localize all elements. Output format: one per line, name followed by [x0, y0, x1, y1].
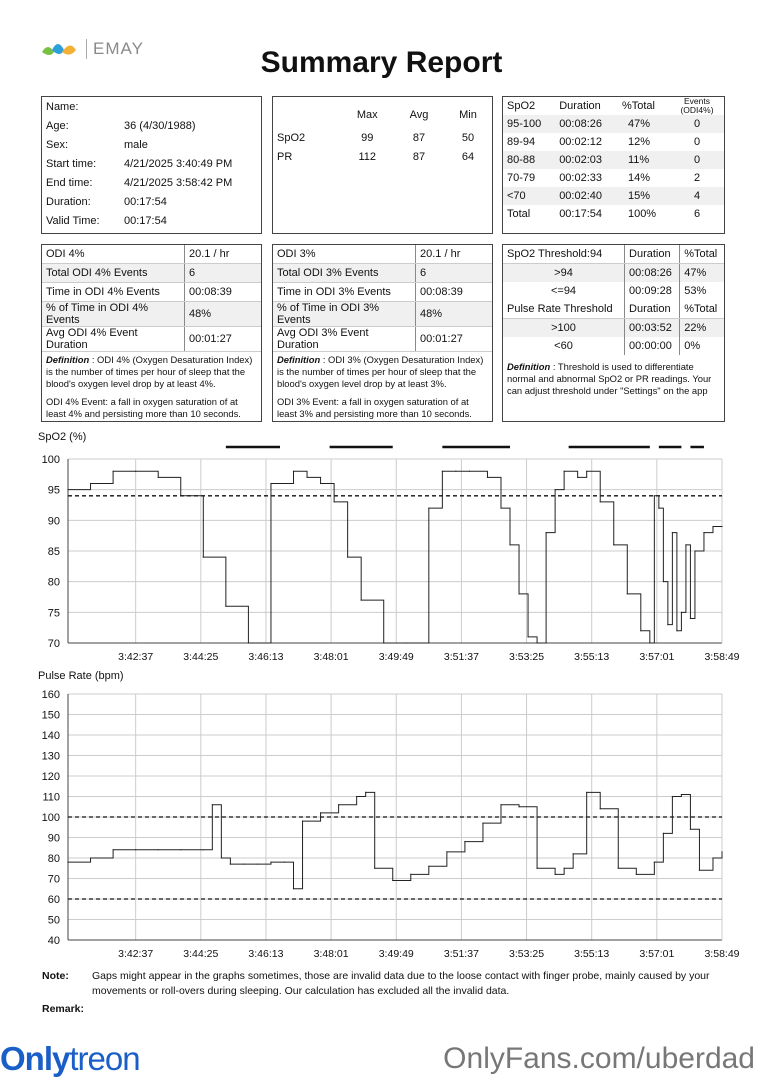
table-row [503, 133, 724, 151]
data-point [564, 471, 565, 472]
range-cell: 00:02:40 [559, 190, 603, 202]
data-point [248, 642, 249, 643]
x-tick-label: 3:44:25 [183, 651, 219, 663]
y-tick-label: 100 [41, 812, 60, 824]
range-cell: 2 [693, 172, 701, 184]
odi-value: 20.1 / hr [185, 245, 262, 264]
table-row [42, 211, 261, 230]
watermark-left: Onlytreon [0, 1040, 140, 1077]
data-point [320, 483, 321, 484]
threshold-cell: 00:08:26 [625, 264, 680, 283]
range-cell: 0 [693, 136, 701, 148]
data-point [334, 501, 335, 502]
range-cell: 14% [627, 172, 650, 184]
y-tick-label: 50 [47, 914, 60, 927]
data-point [446, 851, 447, 852]
threshold-cell: 22% [680, 319, 724, 338]
data-point [230, 864, 231, 865]
data-point [203, 849, 204, 850]
stats-table [273, 105, 492, 166]
table-row [503, 115, 724, 133]
range-cell: 80-88 [507, 154, 536, 166]
info-value: 4/21/2025 3:40:49 PM [124, 157, 233, 170]
range-cell: 0 [693, 118, 701, 130]
column-header: Max [356, 108, 378, 121]
x-tick-label: 3:57:01 [639, 948, 675, 960]
x-tick-label: 3:49:49 [378, 948, 414, 960]
data-point [469, 471, 470, 472]
table-row [503, 151, 724, 169]
data-point [676, 630, 677, 631]
data-point [564, 868, 565, 869]
range-cell: 95-100 [507, 118, 542, 130]
x-tick-label: 3:42:37 [118, 948, 154, 960]
patient-info-table [42, 97, 261, 230]
data-point [586, 471, 587, 472]
x-tick-label: 3:46:13 [248, 948, 284, 960]
data-point [663, 833, 664, 834]
data-point [410, 874, 411, 875]
data-point [338, 804, 339, 805]
threshold-cell: 00:09:28 [625, 282, 680, 300]
note-section [42, 969, 732, 1017]
range-cell: 47% [627, 118, 650, 130]
data-point [180, 849, 181, 850]
x-tick-label: 3:58:49 [704, 651, 740, 663]
odi-label: ODI 3% [273, 245, 416, 264]
column-header: Min [459, 108, 477, 121]
table-header-row [503, 97, 724, 115]
data-point [618, 868, 619, 869]
data-point [500, 507, 501, 508]
series-line [68, 792, 722, 888]
data-point [203, 557, 204, 558]
data-point [365, 792, 366, 793]
odi-value: 00:08:39 [416, 283, 493, 302]
data-point [356, 796, 357, 797]
range-cell: 00:02:33 [559, 172, 603, 184]
data-point [636, 874, 637, 875]
range-cell: 00:02:03 [559, 154, 603, 166]
pulse-rate-chart [0, 684, 763, 964]
info-label: Age: [46, 119, 69, 132]
odi-label: Time in ODI 4% Events [42, 283, 185, 302]
range-cell: 4 [693, 190, 701, 202]
data-point [672, 532, 673, 533]
table-row [273, 147, 492, 166]
x-tick-label: 3:55:13 [574, 651, 610, 663]
odi3-box [272, 244, 493, 422]
info-value: 36 (4/30/1988) [124, 119, 196, 132]
y-tick-label: 160 [41, 689, 60, 701]
data-point [158, 849, 159, 850]
data-point [113, 471, 114, 472]
x-tick-label: 3:58:49 [704, 948, 740, 960]
odi-label: Avg ODI 3% Event Duration [273, 327, 416, 352]
data-point [627, 593, 628, 594]
y-tick-label: 60 [47, 894, 60, 906]
table-row [42, 97, 261, 116]
data-point [361, 599, 362, 600]
table-row [42, 245, 261, 264]
data-point [383, 642, 384, 643]
table-row [503, 169, 724, 187]
odi4-definition: Definition : ODI 4% (Oxygen Desaturation Index) is the number of times per hour of sleep that the blood's oxygen level drop by at least 4%. [46, 354, 253, 389]
threshold-box [502, 244, 725, 422]
data-point [663, 581, 664, 582]
remark-label: Remark: [42, 1003, 85, 1015]
data-point [658, 507, 659, 508]
x-tick-label: 3:48:01 [313, 651, 349, 663]
range-cell: 70-79 [507, 172, 536, 184]
data-point [302, 821, 303, 822]
odi-value: 20.1 / hr [416, 245, 493, 264]
info-label: Duration: [46, 195, 91, 208]
x-tick-label: 3:53:25 [509, 651, 545, 663]
info-label: Name: [46, 100, 79, 113]
odi-value: 00:08:39 [185, 283, 262, 302]
x-tick-label: 3:44:25 [183, 948, 219, 960]
y-tick-label: 150 [41, 709, 60, 722]
range-cell: 12% [627, 136, 650, 148]
data-point [600, 808, 601, 809]
stat-cell: 64 [461, 150, 475, 163]
data-point [649, 642, 650, 643]
odi-label: Total ODI 3% Events [273, 264, 416, 283]
data-point [90, 857, 91, 858]
threshold-cell: 00:00:00 [625, 337, 680, 355]
y-tick-label: 140 [41, 730, 60, 742]
data-point [555, 874, 556, 875]
table-row [42, 327, 261, 352]
data-point [135, 471, 136, 472]
data-point [212, 804, 213, 805]
data-point [672, 796, 673, 797]
odi-label: ODI 4% [42, 245, 185, 264]
column-header: %Total [621, 100, 655, 112]
odi-value: 00:01:27 [185, 327, 262, 352]
stat-cell: 99 [361, 131, 374, 144]
data-point [573, 853, 574, 854]
y-tick-label: 80 [47, 576, 60, 589]
odi4-table [42, 245, 261, 352]
range-cell: 11% [627, 154, 650, 166]
table-header-row [503, 300, 724, 319]
y-tick-label: 120 [41, 771, 60, 783]
x-tick-label: 3:49:49 [378, 651, 414, 663]
stat-cell: SpO2 [277, 131, 306, 144]
stat-cell: 87 [412, 131, 426, 144]
info-label: End time: [46, 176, 93, 189]
table-header-row [503, 245, 724, 264]
range-cell: 0 [693, 154, 701, 166]
data-point [293, 471, 294, 472]
range-cell: 00:08:26 [559, 118, 603, 130]
odi-value: 6 [185, 264, 262, 283]
data-point [406, 642, 407, 643]
column-header [273, 105, 340, 124]
table-row [42, 264, 261, 283]
column-header: Duration [625, 245, 680, 264]
data-point [464, 841, 465, 842]
table-row [273, 128, 492, 147]
stat-cell: PR [277, 150, 293, 163]
range-cell: 89-94 [507, 136, 536, 148]
data-point [536, 868, 537, 869]
data-point [640, 630, 641, 631]
data-point [270, 862, 271, 863]
range-cell: <70 [507, 190, 526, 202]
stats-box [272, 96, 493, 234]
table-row [503, 282, 724, 300]
column-header: %Total [680, 300, 724, 319]
y-tick-label: 85 [47, 546, 60, 558]
pulse-chart-title: Pulse Rate (bpm) [38, 670, 124, 682]
info-label: Sex: [46, 138, 69, 151]
range-cell: 15% [627, 190, 650, 202]
data-point [667, 624, 668, 625]
data-point [374, 868, 375, 869]
odi-value: 00:01:27 [416, 327, 493, 352]
y-tick-label: 75 [47, 607, 60, 620]
series-line [68, 471, 722, 643]
note-label: Note: [42, 970, 69, 982]
table-header-row [273, 105, 492, 124]
data-point [428, 866, 429, 867]
y-tick-label: 110 [42, 791, 60, 804]
range-cell: 00:17:54 [559, 208, 603, 220]
data-point [613, 544, 614, 545]
table-row [273, 245, 492, 264]
threshold-cell: >94 [503, 264, 625, 283]
y-tick-label: 70 [47, 873, 60, 886]
data-point [555, 489, 556, 490]
data-point [113, 849, 114, 850]
info-value: 00:17:54 [124, 214, 167, 227]
odi-label: Total ODI 4% Events [42, 264, 185, 283]
y-tick-label: 130 [41, 750, 60, 763]
range-cell: 00:02:12 [559, 136, 603, 148]
column-header: SpO2 [507, 100, 536, 112]
info-value: 4/21/2025 3:58:42 PM [124, 176, 233, 189]
data-point [600, 501, 601, 502]
data-point [518, 806, 519, 807]
odi-value: 6 [416, 264, 493, 283]
table-row [503, 187, 724, 205]
range-cell: 6 [693, 208, 701, 220]
table-row [42, 283, 261, 302]
y-tick-label: 40 [47, 935, 60, 947]
table-row [503, 319, 724, 338]
table-row [42, 116, 261, 135]
y-tick-label: 80 [47, 853, 60, 865]
data-point [67, 862, 68, 863]
stat-cell: 50 [461, 131, 475, 144]
data-point [135, 849, 136, 850]
info-value: male [124, 138, 148, 151]
data-point [509, 544, 510, 545]
range-cell: 100% [627, 208, 657, 220]
data-point [257, 864, 258, 865]
table-row [42, 135, 261, 154]
data-point [392, 880, 393, 881]
column-header: SpO2 Threshold:94 [503, 245, 625, 264]
table-row [503, 205, 724, 223]
spo2-chart [0, 440, 763, 670]
odi-value: 48% [416, 302, 493, 327]
watermark-right: OnlyFans.com/uberdad [443, 1042, 755, 1075]
data-point [518, 593, 519, 594]
x-tick-label: 3:55:13 [574, 948, 610, 960]
column-header: Events (ODI4%) [680, 96, 714, 115]
stat-cell: 87 [412, 150, 426, 163]
threshold-definition: Definition : Threshold is used to differentiate normal and abnormal SpO2 or PR readings. Your can adjust threshold under "Settings" on the app [507, 361, 712, 396]
data-point [527, 636, 528, 637]
data-point [455, 471, 456, 472]
info-label: Start time: [46, 157, 97, 170]
data-point [243, 864, 244, 865]
x-tick-label: 3:51:37 [443, 948, 479, 960]
table-row [503, 337, 724, 355]
brand-name: EMAY [86, 39, 144, 59]
data-point [180, 495, 181, 496]
threshold-cell: 00:03:52 [625, 319, 680, 338]
data-point [320, 812, 321, 813]
data-point [577, 477, 578, 478]
data-point [270, 483, 271, 484]
odi3-table [273, 245, 492, 352]
odi3-event-definition: ODI 3% Event: a fall in oxygen saturation of at least 3% and persisting more than 10 seconds. [277, 396, 472, 419]
table-row [273, 327, 492, 352]
column-header: Pulse Rate Threshold [503, 300, 625, 319]
odi3-definition: Definition : ODI 3% (Oxygen Desaturation Index) is the number of times per hour of sleep that the blood's oxygen level drop by at least 3%. [277, 354, 484, 389]
info-value [120, 97, 261, 116]
x-tick-label: 3:48:01 [313, 948, 349, 960]
threshold-cell: >100 [503, 319, 625, 338]
data-point [225, 606, 226, 607]
data-point [482, 823, 483, 824]
x-tick-label: 3:57:01 [639, 651, 675, 663]
data-point [293, 888, 294, 889]
y-tick-label: 90 [47, 515, 60, 528]
x-tick-label: 3:51:37 [443, 651, 479, 663]
data-point [347, 557, 348, 558]
data-point [536, 642, 537, 643]
y-tick-label: 100 [41, 454, 60, 466]
threshold-cell: 0% [680, 337, 724, 355]
odi-value: 48% [185, 302, 262, 327]
column-header: Avg [409, 108, 429, 121]
data-point [428, 507, 429, 508]
page-title: Summary Report [260, 46, 503, 79]
odi-label: % of Time in ODI 4% Events [42, 302, 185, 327]
info-label: Valid Time: [46, 214, 100, 227]
threshold-cell: 53% [680, 282, 724, 300]
threshold-table [503, 245, 724, 355]
patient-info-box [41, 96, 262, 234]
y-tick-label: 95 [47, 484, 60, 497]
data-point [284, 862, 285, 863]
table-row [42, 192, 261, 211]
data-point [586, 792, 587, 793]
data-point [654, 862, 655, 863]
info-value: 00:17:54 [124, 195, 167, 208]
spo2-range-box [502, 96, 725, 234]
data-point [690, 829, 691, 830]
data-point [712, 526, 713, 527]
data-point [681, 794, 682, 795]
data-point [712, 857, 713, 858]
x-tick-label: 3:46:13 [248, 651, 284, 663]
data-point [685, 544, 686, 545]
y-tick-label: 70 [47, 638, 60, 650]
data-point [67, 489, 68, 490]
column-header: Duration [559, 100, 601, 112]
data-point [694, 550, 695, 551]
data-point [721, 526, 722, 527]
table-row [503, 264, 724, 283]
odi-label: Avg ODI 4% Event Duration [42, 327, 185, 352]
data-point [681, 612, 682, 613]
data-point [654, 495, 655, 496]
data-point [306, 477, 307, 478]
threshold-cell: <=94 [550, 285, 577, 297]
data-point [221, 857, 222, 858]
data-point [545, 532, 546, 533]
table-row [42, 154, 261, 173]
x-tick-label: 3:53:25 [509, 948, 545, 960]
data-point [442, 471, 443, 472]
data-point [500, 804, 501, 805]
range-cell: Total [507, 208, 531, 220]
table-row [273, 302, 492, 327]
data-point [721, 851, 722, 852]
odi4-event-definition: ODI 4% Event: a fall in oxygen saturation of at least 4% and persisting more than 10 seconds. [46, 396, 241, 419]
column-header: %Total [680, 245, 724, 264]
data-point [703, 532, 704, 533]
threshold-cell: 47% [680, 264, 724, 283]
spo2-range-table [503, 97, 724, 223]
threshold-cell: <60 [554, 340, 573, 352]
table-row [273, 264, 492, 283]
table-row [42, 173, 261, 192]
odi4-box [41, 244, 262, 422]
data-point [90, 483, 91, 484]
odi-label: Time in ODI 3% Events [273, 283, 416, 302]
table-row [42, 302, 261, 327]
data-point [690, 618, 691, 619]
x-tick-label: 3:42:37 [118, 651, 154, 663]
y-tick-label: 90 [47, 832, 60, 845]
note-text: Gaps might appear in the graphs sometimes, those are invalid data due to the loose contact with finger probe, mainly caused by your movements or roll-overs during sleeping. Our calculation has excluded all the invalid data. [92, 970, 710, 997]
stat-cell: 112 [358, 150, 376, 163]
odi-label: % of Time in ODI 3% Events [273, 302, 416, 327]
table-row [273, 283, 492, 302]
data-point [158, 477, 159, 478]
data-point [487, 477, 488, 478]
data-point [699, 870, 700, 871]
column-header: Duration [625, 300, 680, 319]
spo2-chart-title: SpO2 (%) [38, 431, 87, 443]
